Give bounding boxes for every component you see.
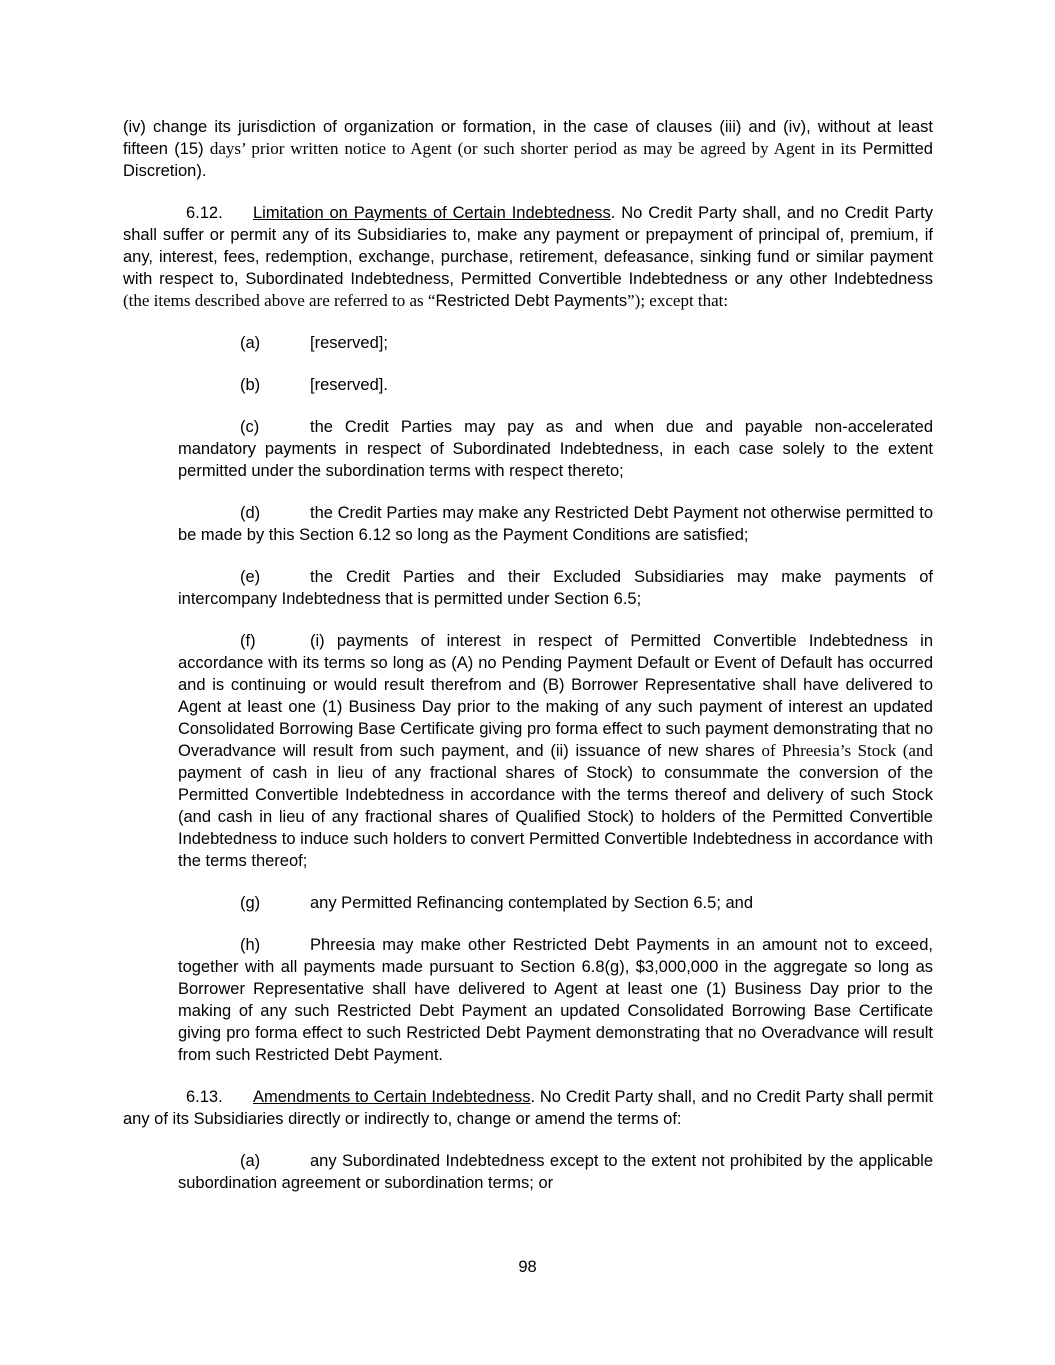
- section-paragraph: [123, 202, 933, 312]
- text-run: the Credit Parties may pay as and when due and payable non-accelerated mandatory payments in respect of Subordinated Indebtedness, in each case solely to the extent permitted under the subordination terms with respect thereto;: [178, 418, 933, 480]
- page-number: 98: [518, 1258, 537, 1276]
- text-run: . No Credit Party shall, and no Credit Party shall permit any of its Subsidiaries directly or indirectly to, change or amend the terms of:: [123, 1088, 933, 1128]
- text-run: days’ prior written notice to Agent (or such shorter period as may be agreed by Agent in its: [209, 139, 863, 158]
- list-item-marker: (h): [240, 936, 261, 954]
- list-item-paragraph: [178, 502, 933, 546]
- list-item-marker: (a): [240, 1152, 261, 1170]
- text-run: payment of cash in lieu of any fractional shares of Stock) to consummate the conversion of the Permitted Convertible Indebtedness in accordance with the terms thereof and delivery of such Stock (and cash in lieu of any fractional shares of Qualified Stock) to holders of the Permitted Convertible Indebtedness to induce such holders to convert Permitted Convertible Indebtedness in accordance with the terms thereof;: [178, 764, 933, 870]
- text-run: ”); except that:: [627, 291, 729, 310]
- section-paragraph: [123, 1086, 933, 1130]
- section-number: 6.13.: [186, 1088, 223, 1106]
- text-run: the Credit Parties and their Excluded Subsidiaries may make payments of intercompany Indebtedness that is permitted under Section 6.5;: [178, 568, 933, 608]
- text-run: of Phreesia’s Stock (and: [761, 741, 933, 760]
- text-run: the Credit Parties may make any Restricted Debt Payment not otherwise permitted to be made by this Section 6.12 so long as the Payment Conditions are satisfied;: [178, 504, 933, 544]
- text-run: Permitted Discretion).: [123, 140, 933, 180]
- text-run: [reserved].: [310, 376, 388, 394]
- list-item-paragraph: [178, 892, 933, 914]
- list-item-paragraph: [178, 416, 933, 482]
- list-item-marker: (a): [240, 334, 261, 352]
- list-item-marker: (d): [240, 504, 261, 522]
- text-run: Restricted Debt Payments: [435, 292, 628, 310]
- body-paragraph: [123, 116, 933, 182]
- text-run: any Subordinated Indebtedness except to the extent not prohibited by the applicable subordination agreement or subordination terms; or: [178, 1152, 933, 1192]
- list-item-paragraph: [178, 374, 933, 396]
- list-item-paragraph: [178, 566, 933, 610]
- list-item-paragraph: [178, 332, 933, 354]
- list-item-paragraph: [178, 1150, 933, 1194]
- text-run: (the items described above are referred to as “: [123, 291, 436, 310]
- text-run: Phreesia may make other Restricted Debt Payments in an amount not to exceed, together with all payments made pursuant to Section 6.8(g), $3,000,000 in the aggregate so long as Borrower Representative shall have delivered to Agent at least one (1) Business Day prior to the making of any such Restricted Debt Payment an updated Consolidated Borrowing Base Certificate giving pro forma effect to such Restricted Debt Payment demonstrating that no Overadvance will result from such Restricted Debt Payment.: [178, 936, 933, 1064]
- list-item-marker: (c): [240, 418, 260, 436]
- list-item-marker: (b): [240, 376, 261, 394]
- text-run: (i) payments of interest in respect of Permitted Convertible Indebtedness in accordance with its terms so long as (A) no Pending Payment Default or Event of Default has occurred and is continuing or would result therefrom and (B) Borrower Representative shall have delivered to Agent at least one (1) Business Day prior to the making of any such payment of interest an updated Consolidated Borrowing Base Certificate giving pro forma effect to such payment demonstrating that no Overadvance will result from such payment, and (ii) issuance of new shares: [178, 632, 933, 760]
- list-item-paragraph: [178, 934, 933, 1066]
- list-item-paragraph: [178, 630, 933, 872]
- section-heading: Limitation on Payments of Certain Indebtedness: [253, 204, 611, 222]
- list-item-marker: (e): [240, 568, 261, 586]
- text-run: any Permitted Refinancing contemplated by Section 6.5; and: [310, 894, 754, 912]
- text-run: [reserved];: [310, 334, 388, 352]
- section-heading: Amendments to Certain Indebtedness: [253, 1088, 531, 1106]
- list-item-marker: (g): [240, 894, 261, 912]
- text-run: (iv) change its jurisdiction of organization or formation, in the case of clauses (iii) and (iv), without at least fifteen (15): [123, 118, 933, 158]
- text-run: . No Credit Party shall, and no Credit Party shall suffer or permit any of its Subsidiaries to, make any payment or prepayment of principal of, premium, if any, interest, fees, redemption, exchange, purchase, retirement, defeasance, sinking fund or similar payment with respect to, Subordinated Indebtedness, Permitted Convertible Indebtedness or any other Indebtedness: [123, 204, 933, 288]
- document-body: [123, 116, 933, 1214]
- list-item-marker: (f): [240, 632, 256, 650]
- section-number: 6.12.: [186, 204, 223, 222]
